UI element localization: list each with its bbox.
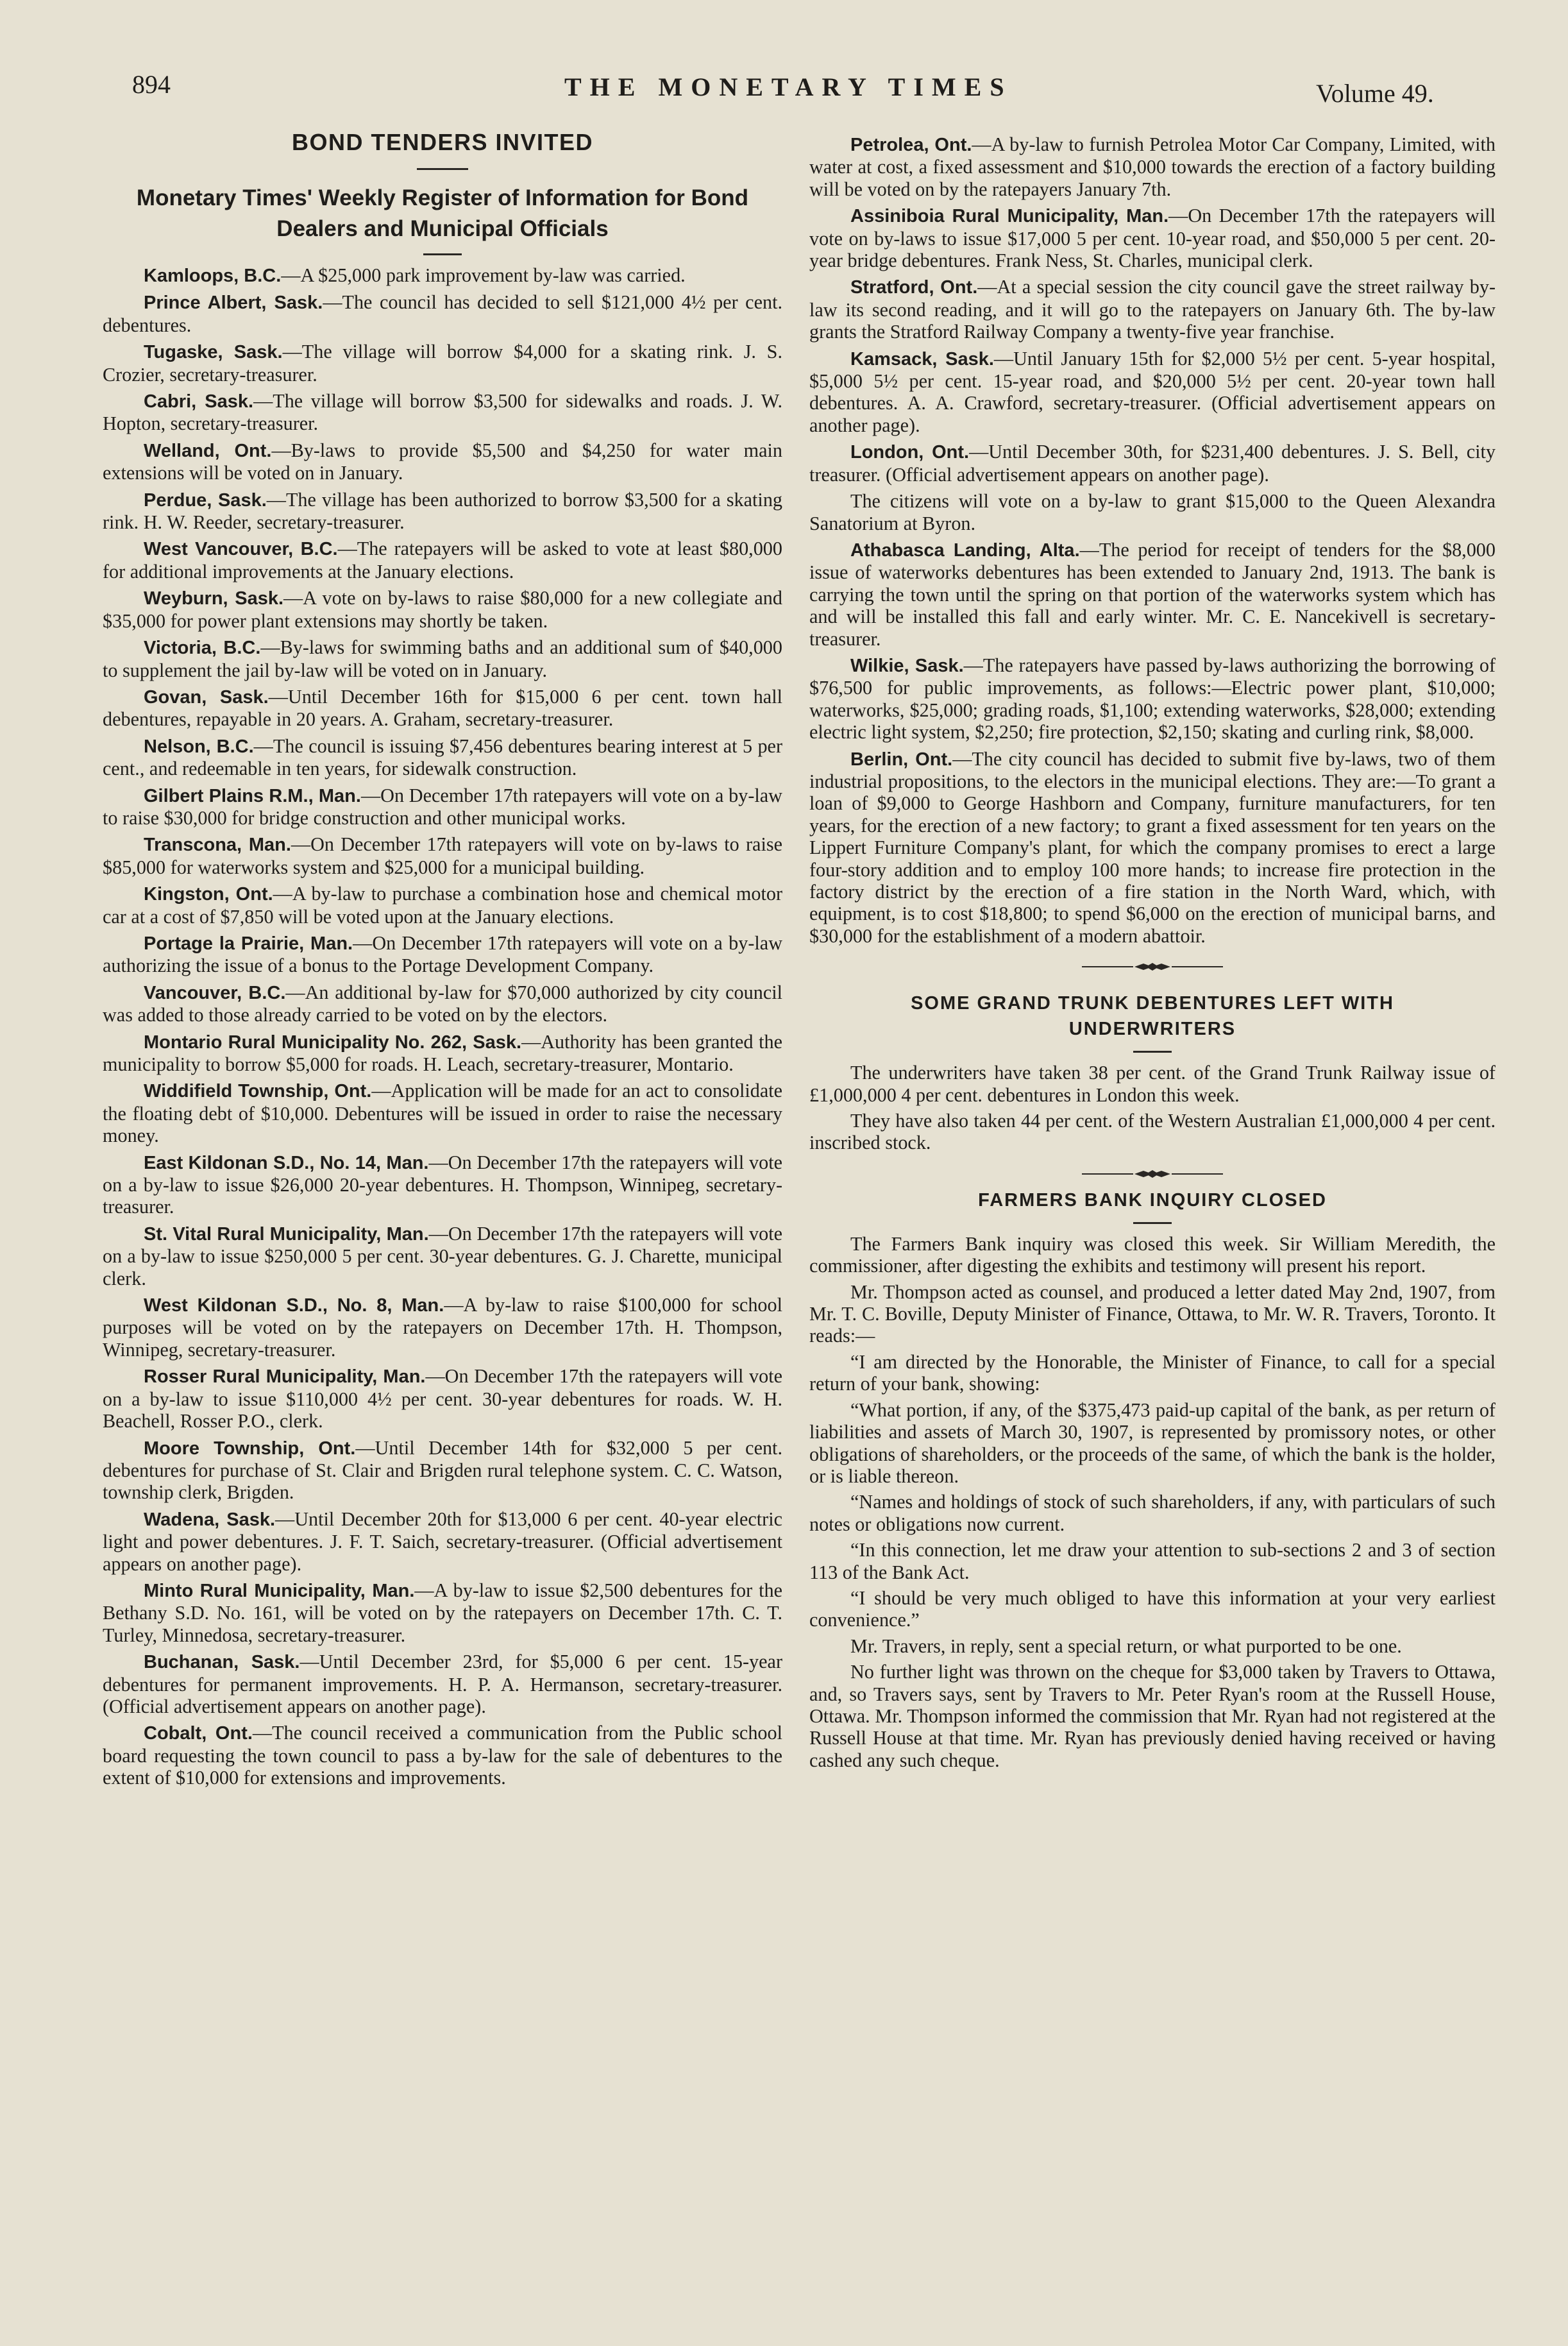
entry-text: —A by-law to issue $2,500 debentures for the Bethany S.D. No. 161, will be voted on by the ratepayers on December 17th. C. T. Turley, Minnedosa, secretary-treasurer. — [103, 1579, 782, 1646]
grand-trunk-title: SOME GRAND TRUNK DEBENTURES LEFT WITH UNDERWRITERS — [911, 993, 1394, 1040]
entry-place: Nelson, B.C. — [144, 736, 254, 757]
entry-text: —A by-law to furnish Petrolea Motor Car Company, Limited, with water at cost, a fixed assessment and $10,000 towards the erection of a factory building will be voted on by the ratepayers January 7th. — [809, 133, 1496, 200]
entry-text: —The council received a communication from the Public school board requesting the town council to pass a by-law for the sale of debentures to the extent of $10,000 for extensions and improvements. — [103, 1722, 782, 1789]
grand-trunk-rule — [1133, 1051, 1172, 1053]
entry-text: —The period for receipt of tenders for the $8,000 issue of waterworks debentures has been extended to January 2nd, 1913. The bank is carrying the town until the spring on that portion of the waterworks system which has and will be installed this fall and early winter. Mr. C. E. Nancekivell is secretary-treasurer. — [809, 538, 1496, 650]
entry-place: Gilbert Plains R.M., Man. — [144, 785, 361, 806]
bond-entry — [103, 1031, 782, 1076]
bond-entries-left — [103, 264, 782, 1789]
entry-text: —On December 17th ratepayers will vote on a by-law authorizing the issue of a bonus to the Portage Development Company. — [103, 931, 782, 977]
entry-place: London, Ont. — [850, 442, 970, 463]
bond-entry — [103, 883, 782, 928]
entry-text: —The council is issuing $7,456 debentures bearing interest at 5 per cent., and redeemable in ten years, for sidewalk construction. — [103, 735, 782, 780]
entry-text: —On December 17th the ratepayers will vote on by-laws to issue $17,000 5 per cent. 10-year road, and $50,000 5 per cent. 20-year bridge debentures. Frank Ness, St. Charles, municipal clerk. — [809, 205, 1496, 272]
entry-place: Kingston, Ont. — [144, 884, 273, 905]
entry-text: —The village will borrow $4,000 for a skating rink. J. S. Crozier, secretary-treasurer. — [103, 341, 782, 386]
ornament-divider-icon — [1082, 1169, 1223, 1179]
article-paragraph: The Farmers Bank inquiry was closed this week. Sir William Meredith, the commissioner, after digesting the exhibits and testimony will present his report. — [809, 1232, 1496, 1277]
entry-place: Cobalt, Ont. — [144, 1723, 253, 1744]
entry-text: —An additional by-law for $70,000 authorized by city council was added to those already carried to be voted on by the electors. — [103, 981, 782, 1026]
bond-entry — [103, 1437, 782, 1504]
entry-place: St. Vital Rural Municipality, Man. — [144, 1223, 429, 1245]
entry-place: Cabri, Sask. — [144, 391, 254, 412]
bond-entry — [103, 1722, 782, 1789]
bond-entry — [809, 276, 1496, 343]
entry-text: The citizens will vote on a by-law to grant $15,000 to the Queen Alexandra Sanatorium at Byron. — [809, 490, 1496, 534]
entry-place: Kamsack, Sask. — [850, 348, 994, 370]
entry-place: Stratford, Ont. — [850, 277, 978, 298]
bond-entry — [103, 538, 782, 582]
bond-entry — [103, 735, 782, 780]
entry-place: West Kildonan S.D., No. 8, Man. — [144, 1295, 444, 1316]
entry-text: —On December 17th ratepayers will vote on by-laws to raise $85,000 for waterworks system and $25,000 for a municipal building. — [103, 833, 782, 878]
bond-entry — [809, 490, 1496, 534]
entry-text: —Until January 15th for $2,000 5½ per cent. 5-year hospital, $5,000 5½ per cent. 15-year road, and $20,000 5½ per cent. 20-year town hall debentures. A. A. Crawford, secretary-treasurer. (Official advertisement appears on another page). — [809, 347, 1496, 436]
entry-place: Portage la Prairie, Man. — [144, 933, 353, 954]
bond-entry — [809, 539, 1496, 650]
entry-text: —A by-law to purchase a combination hose and chemical motor car at a cost of $7,850 will be voted upon at the January elections. — [103, 883, 783, 928]
entry-place: Minto Rural Municipality, Man. — [144, 1580, 415, 1601]
entry-place: Kamloops, B.C. — [144, 266, 282, 286]
entry-text: —The city council has decided to submit five by-laws, two of them industrial propositions, to the electors in the municipal elections. They are:—To grant a loan of $9,000 to George Hashborn and Company, furniture manufacturers, for ten years, for the erection of a new factory; to grant a fixed assessment for ten years on the Lippert Furniture Company's plant, for which the company promises to erect a large four-story addition and to employ 100 more hands; to increase fire protection in the factory district by the erection of a fire station in the North Ward, which, with equipment, is to cost $18,800; to spend $6,000 on the erection of municipal barns, and $30,000 for the establishment of a modern abattoir. — [809, 747, 1496, 947]
entry-text: —The ratepayers will be asked to vote at least $80,000 for additional improvements at the January elections. — [103, 538, 782, 582]
article-paragraph: “In this connection, let me draw your attention to sub-sections 2 and 3 of section 113 of the Bank Act. — [809, 1539, 1496, 1583]
bond-entry — [103, 264, 782, 287]
farmers-bank-rule — [1133, 1222, 1172, 1224]
entry-text: —A vote on by-laws to raise $80,000 for a new collegiate and $35,000 for power plant extensions may shortly be taken. — [103, 587, 782, 632]
entry-text: —By-laws for swimming baths and an additional sum of $40,000 to supplement the jail by-law will be voted on in January. — [103, 636, 782, 681]
entry-text: —By-laws to provide $5,500 and $4,250 for water main extensions will be voted on in January. — [103, 439, 782, 484]
entry-text: —On December 17th the ratepayers will vote on a by-law to issue $250,000 5 per cent. 30-year debentures. G. J. Charette, municipal clerk. — [103, 1222, 783, 1289]
entry-place: Buchanan, Sask. — [144, 1652, 300, 1673]
entry-place: Moore Township, Ont. — [144, 1438, 356, 1459]
bond-entry — [809, 205, 1496, 271]
bond-entry — [809, 348, 1496, 437]
entry-place: West Vancouver, B.C. — [144, 539, 338, 560]
entry-place: Vancouver, B.C. — [144, 982, 286, 1003]
entry-place: Montario Rural Municipality No. 262, Sask. — [144, 1032, 522, 1053]
bond-entry — [103, 341, 782, 386]
page-number: 894 — [132, 70, 171, 99]
entry-place: Petrolea, Ont. — [850, 135, 972, 155]
entry-text: —Until December 16th for $15,000 6 per cent. town hall debentures, repayable in 20 years. A. Graham, secretary-treasurer. — [103, 685, 782, 731]
bond-entry — [103, 489, 782, 534]
article-paragraph: Mr. Thompson acted as counsel, and produced a letter dated May 2nd, 1907, from Mr. T. C. Boville, Deputy Minister of Finance, Ottawa, to Mr. W. R. Travers, Toronto. It reads:— — [809, 1280, 1496, 1347]
entry-text: —Until December 20th for $13,000 6 per cent. 40-year electric light and power debentures. J. F. T. Saich, secretary-treasurer. (Official advertisement appears on another page). — [103, 1508, 782, 1575]
volume-label: Volume 49. — [1316, 79, 1434, 108]
subtitle-rule — [423, 253, 462, 255]
entry-place: Wadena, Sask. — [144, 1509, 276, 1530]
farmers-bank-body — [809, 1233, 1496, 1771]
bond-entries-right — [809, 133, 1496, 947]
entry-place: Rosser Rural Municipality, Man. — [144, 1366, 426, 1388]
entry-place: Perdue, Sask. — [144, 489, 267, 511]
section-ornament-2 — [809, 1162, 1496, 1175]
bond-entry — [103, 686, 782, 731]
bond-entry — [809, 748, 1496, 948]
entry-place: Welland, Ont. — [144, 440, 272, 461]
entry-place: Berlin, Ont. — [850, 749, 953, 770]
bond-entry — [103, 291, 782, 336]
section-ornament — [809, 955, 1496, 967]
entry-text: —A $25,000 park improvement by-law was carried. — [281, 264, 686, 286]
bond-entry — [809, 441, 1496, 486]
article-paragraph: They have also taken 44 per cent. of the Western Australian £1,000,000 4 per cent. inscribed stock. — [809, 1110, 1496, 1154]
entry-place: Weyburn, Sask. — [144, 588, 284, 609]
entry-place: Transcona, Man. — [144, 835, 291, 856]
article-paragraph: “What portion, if any, of the $375,473 paid-up capital of the bank, as per return of liabilities and assets of March 30, 1907, is represented by promissory notes, or other obligations of shareholders, or the proceeds of the same, of which the bank is the holder, or is liable thereon. — [809, 1398, 1496, 1487]
article-paragraph: Mr. Travers, in reply, sent a special return, or what purported to be one. — [850, 1635, 1402, 1657]
entry-place: Victoria, B.C. — [144, 638, 261, 659]
entry-place: Govan, Sask. — [144, 686, 269, 708]
article-paragraph: The underwriters have taken 38 per cent. of the Grand Trunk Railway issue of £1,000,000 4 per cent. debentures in London this week. — [809, 1062, 1496, 1106]
article-paragraph: “I am directed by the Honorable, the Minister of Finance, to call for a special return of your bank, showing: — [809, 1350, 1496, 1395]
grand-trunk-body — [809, 1062, 1496, 1154]
bond-entry — [103, 1223, 782, 1289]
bond-entry — [103, 833, 782, 878]
bond-entry — [103, 1080, 782, 1146]
farmers-bank-title: FARMERS BANK INQUIRY CLOSED — [978, 1189, 1327, 1211]
right-column — [809, 133, 1496, 1775]
bond-entry — [103, 1152, 782, 1218]
entry-text: —The village will borrow $3,500 for sidewalks and roads. J. W. Hopton, secretary-treasurer. — [103, 390, 782, 435]
entry-place: Prince Albert, Sask. — [144, 293, 323, 314]
bond-entry — [103, 636, 782, 681]
entry-place: Wilkie, Sask. — [850, 655, 964, 676]
bond-entry — [103, 1579, 782, 1646]
entry-text: —On December 17th ratepayers will vote on a by-law to raise $30,000 for bridge construction and other municipal works. — [103, 784, 782, 829]
bond-section-subtitle: Monetary Times' Weekly Register of Information for Bond Dealers and Municipal Officials — [136, 185, 749, 241]
bond-section-title: BOND TENDERS INVITED — [291, 129, 594, 155]
entry-text: —On December 17th the ratepayers will vote on a by-law to issue $110,000 4½ per cent. 30-year debentures for roads. W. H. Beachell, Rosser P.O., clerk. — [103, 1365, 782, 1432]
bond-entry — [103, 932, 782, 977]
title-rule — [417, 168, 468, 170]
bond-entry — [103, 390, 782, 435]
entry-text: —Application will be made for an act to consolidate the floating debt of $10,000. Debentures will be issued in order to raise the necessary money. — [103, 1080, 782, 1147]
article-paragraph: No further light was thrown on the cheque for $3,000 taken by Travers to Ottawa, and, so Travers says, sent by Travers to Mr. Peter Ryan's room at the Russell House, Ottawa. Mr. Thompson informed the commission that Mr. Ryan had not registered at the Russell House at that time. Mr. Ryan has previously denied having received or having cashed any such cheque. — [809, 1661, 1496, 1771]
entry-place: Tugaske, Sask. — [144, 342, 283, 363]
entry-place: Athabasca Landing, Alta. — [850, 540, 1080, 561]
bond-entry — [809, 654, 1496, 744]
bond-entry — [103, 785, 782, 829]
bond-entry — [103, 1294, 782, 1361]
entry-place: Widdifield Township, Ont. — [144, 1081, 372, 1102]
entry-text: —On December 17th the ratepayers will vote on a by-law to issue $26,000 20-year debentures. H. Thompson, Winnipeg, secretary-treasurer. — [103, 1151, 782, 1218]
entry-text: —The village has been authorized to borrow $3,500 for a skating rink. H. W. Reeder, secretary-treasurer. — [103, 488, 783, 534]
entry-place: East Kildonan S.D., No. 14, Man. — [144, 1152, 429, 1173]
entry-text: —The council has decided to sell $121,000 4½ per cent. debentures. — [103, 291, 782, 336]
entry-text: —Until December 30th, for $231,400 debentures. J. S. Bell, city treasurer. (Official advertisement appears on another page). — [809, 441, 1496, 486]
entry-text: —Until December 23rd, for $5,000 6 per cent. 15-year debentures for permanent improvements. H. P. A. Hermanson, secretary-treasurer. (Official advertisement appears on another page). — [103, 1651, 782, 1717]
entry-text: —The ratepayers have passed by-laws authorizing the borrowing of $76,500 for public improvements, as follows:—Electric power plant, $10,000; waterworks, $25,000; grading roads, $1,100; extending waterworks, $28,000; extending electric light system, $2,250; fire protection, $2,150; skating and curling rink, $8,000. — [809, 654, 1496, 744]
bond-entry — [103, 439, 782, 484]
left-column — [103, 123, 782, 1794]
entry-place: Assiniboia Rural Municipality, Man. — [850, 206, 1169, 227]
bond-entry — [103, 1365, 782, 1432]
bond-entry — [103, 587, 782, 632]
bond-entry — [809, 133, 1496, 200]
bond-entry — [103, 982, 782, 1026]
entry-text: —At a special session the city council gave the street railway by-law its second reading, and it will go to the ratepayers on January 6th. The by-law grants the Stratford Railway Company a twenty-five year franchise. — [809, 276, 1496, 343]
bond-entry — [103, 1508, 782, 1575]
entry-text: —A by-law to raise $100,000 for school purposes will be voted on by the ratepayers on December 17th. H. Thompson, Winnipeg, secretary-treasurer. — [103, 1294, 782, 1361]
ornament-divider-icon — [1082, 962, 1223, 972]
bond-entry — [103, 1651, 782, 1717]
entry-text: —Until December 14th for $32,000 5 per cent. debentures for purchase of St. Clair and Brigden rural telephone system. C. C. Watson, township clerk, Brigden. — [103, 1436, 782, 1504]
entry-text: —Authority has been granted the municipality to borrow $5,000 for roads. H. Leach, secretary-treasurer, Montario. — [103, 1030, 783, 1075]
publication-title: THE MONETARY TIMES — [564, 72, 1013, 101]
article-paragraph: “Names and holdings of stock of such shareholders, if any, with particulars of such notes or obligations now current. — [809, 1491, 1496, 1535]
article-paragraph: “I should be very much obliged to have this information at your very earliest convenience.” — [809, 1586, 1496, 1631]
